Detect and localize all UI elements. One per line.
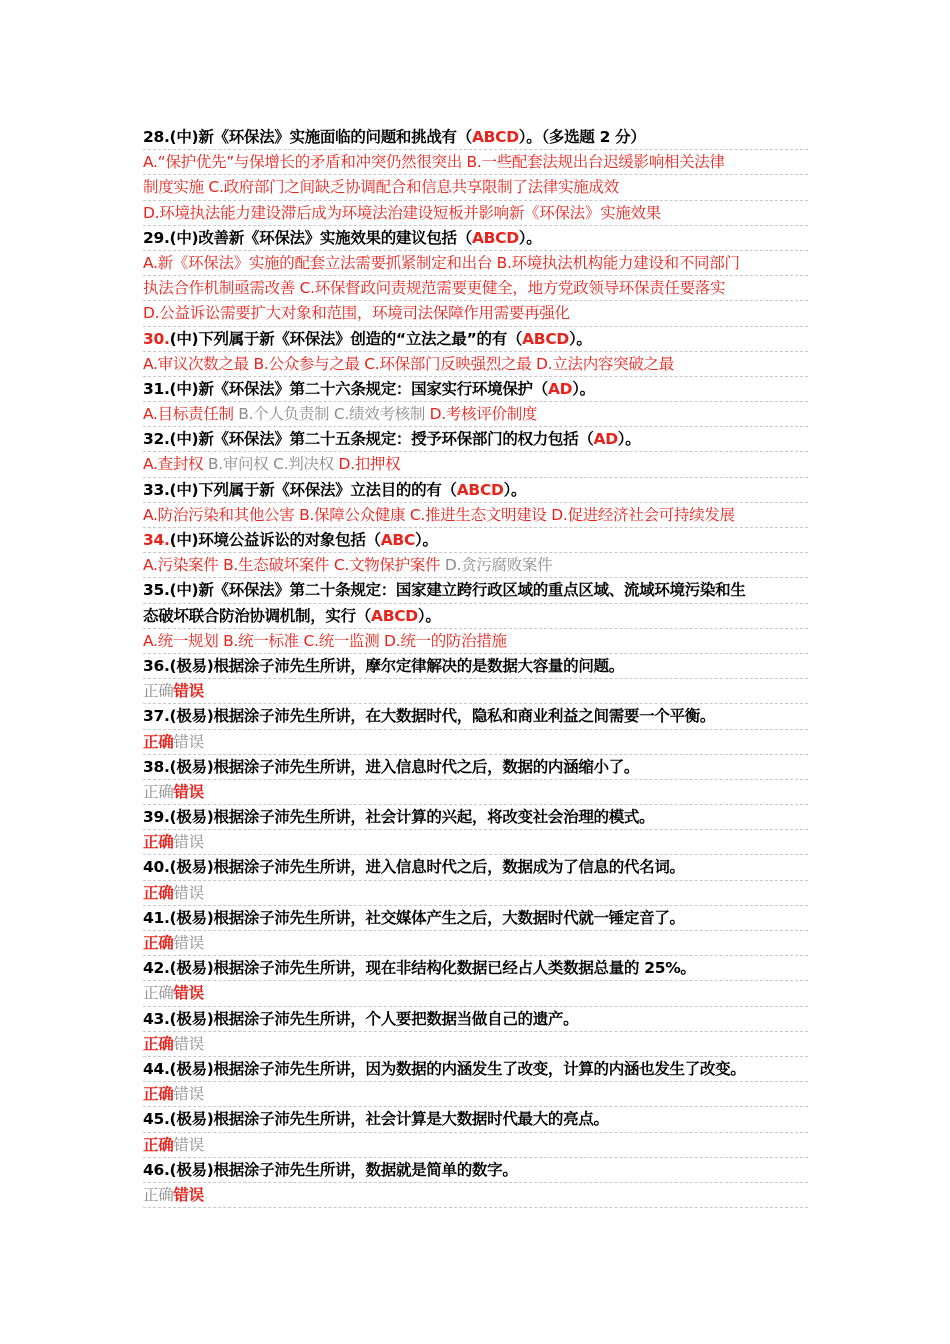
question-item [143, 1158, 808, 1208]
document-body [143, 125, 808, 1208]
text-segment: 33.(中)下列属于新《环保法》立法目的的有（ [143, 480, 457, 499]
answer-line [143, 604, 808, 629]
answer-line [143, 981, 808, 1006]
answer-line [143, 175, 808, 200]
text-segment: 30. [143, 329, 170, 348]
answer-line [143, 881, 808, 906]
text-segment: ABCD [456, 480, 504, 499]
text-segment: 40.(极易)根据涂子沛先生所讲，进入信息时代之后，数据成为了信息的代名词。 [143, 858, 685, 877]
question-item [143, 805, 808, 855]
question-text [143, 528, 808, 553]
text-segment: 错误 [173, 833, 204, 852]
answer-line [143, 629, 808, 654]
text-segment: D.贪污腐败案件 [444, 556, 553, 575]
question-text [143, 226, 808, 251]
text-segment: 46.(极易)根据涂子沛先生所讲，数据就是简单的数字。 [143, 1160, 518, 1179]
question-text [143, 1158, 808, 1183]
text-segment: ）。 [518, 228, 542, 247]
text-segment: 制度实施 C.政府部门之间缺乏协调配合和信息共享限制了法律实施成效 [143, 178, 619, 197]
answer-line [143, 830, 808, 855]
question-item [143, 377, 808, 427]
text-segment: A.新《环保法》实施的配套立法需要抓紧制定和出台 B.环境执法机构能力建设和不同部门 [143, 253, 740, 272]
text-segment: 错误 [173, 984, 204, 1003]
answer-line [143, 679, 808, 704]
question-item [143, 1057, 808, 1107]
answer-line [143, 780, 808, 805]
text-segment: A.审议次数之最 B.公众参与之最 C.环保部门反映强烈之最 D.立法内容突破之最 [143, 354, 674, 373]
text-segment: 正确 [143, 1185, 174, 1204]
question-text [143, 578, 808, 603]
question-text [143, 1007, 808, 1032]
answer-line [143, 201, 808, 226]
text-segment: 正确 [143, 1034, 174, 1053]
text-segment: B.审问权 C.判决权 [207, 455, 339, 474]
text-segment: ）。 [572, 379, 595, 398]
question-item [143, 956, 808, 1006]
answer-line [143, 452, 808, 477]
question-text [143, 377, 808, 402]
text-segment: 错误 [173, 682, 204, 701]
text-segment: 36.(极易)根据涂子沛先生所讲，摩尔定律解决的是数据大容量的问题。 [143, 656, 624, 675]
text-segment: 错误 [173, 1135, 204, 1154]
text-segment: ）。 [617, 430, 641, 449]
answer-line [143, 553, 808, 578]
text-segment: 35.(中)新《环保法》第二十条规定：国家建立跨行政区域的重点区域、流域环境污染和生 [143, 581, 746, 600]
text-segment: ）。 [415, 531, 438, 549]
text-segment: 正确 [143, 732, 174, 751]
text-segment: 32.(中)新《环保法》第二十五条规定：授予环保部门的权力包括（ [143, 430, 594, 449]
answer-line [143, 503, 808, 528]
text-segment: ABCD [471, 128, 519, 146]
text-segment: D.扣押权 [338, 455, 401, 474]
text-segment: 38.(极易)根据涂子沛先生所讲，进入信息时代之后，数据的内涵缩小了。 [143, 757, 640, 776]
question-item [143, 755, 808, 805]
text-segment: A.“保护优先”与保增长的矛盾和冲突仍然很突出 B.一些配套法规出台迟缓影响相关法律 [143, 153, 725, 172]
question-text [143, 755, 808, 780]
text-segment: 错误 [173, 883, 204, 902]
text-segment: (中)下列属于新《环保法》创造的“立法之最”的有（ [169, 329, 523, 348]
text-segment: 39.(极易)根据涂子沛先生所讲，社会计算的兴起，将改变社会治理的模式。 [143, 808, 655, 827]
text-segment: 43.(极易)根据涂子沛先生所讲，个人要把数据当做自己的遗产。 [143, 1009, 579, 1028]
text-segment: 正确 [143, 1085, 174, 1104]
text-segment: 正确 [143, 934, 174, 952]
question-item [143, 1107, 808, 1157]
text-segment: 正确 [143, 782, 174, 801]
text-segment: A.防治污染和其他公害 B.保障公众健康 C.推进生态文明建设 D.促进经济社会可持续发展 [143, 505, 735, 524]
text-segment: 执法合作机制亟需改善 C.环保督政问责规范需要更健全，地方党政领导环保责任要落实 [143, 279, 726, 298]
answer-line [143, 1133, 808, 1158]
answer-line [143, 1082, 808, 1107]
question-item [143, 427, 808, 477]
answer-line [143, 730, 808, 755]
text-segment: 31.(中)新《环保法》第二十六条规定：国家实行环境保护（ [143, 379, 548, 398]
question-item [143, 226, 808, 327]
text-segment: AD [593, 430, 618, 449]
text-segment: ）。 [568, 329, 592, 348]
text-segment: ）。（多选题 2 分） [518, 128, 646, 146]
text-segment: B.个人负责制 C.绩效考核制 [238, 405, 430, 424]
text-segment: ABCD [371, 606, 418, 625]
text-segment: AD [547, 379, 573, 398]
text-segment: 45.(极易)根据涂子沛先生所讲，社会计算是大数据时代最大的亮点。 [143, 1110, 609, 1129]
text-segment: ABCD [522, 329, 569, 348]
question-item [143, 654, 808, 704]
text-segment: (中)环境公益诉讼的对象包括（ [169, 531, 381, 549]
question-item [143, 578, 808, 654]
question-item [143, 855, 808, 905]
question-item [143, 125, 808, 226]
text-segment: 42.(极易)根据涂子沛先生所讲，现在非结构化数据已经占人类数据总量的 25%。 [143, 959, 696, 978]
text-segment: 错误 [173, 782, 204, 801]
text-segment: 错误 [173, 1185, 204, 1204]
answer-line [143, 301, 808, 326]
question-item [143, 478, 808, 528]
text-segment: 态破坏联合防治协调机制，实行（ [143, 606, 372, 625]
question-text [143, 805, 808, 830]
question-text [143, 906, 808, 931]
text-segment: ）。 [503, 480, 527, 499]
text-segment: 41.(极易)根据涂子沛先生所讲，社交媒体产生之后，大数据时代就一锤定音了。 [143, 908, 685, 927]
answer-line [143, 931, 808, 956]
question-text [143, 427, 808, 452]
text-segment: ABC [380, 531, 416, 549]
question-text [143, 1057, 808, 1082]
question-text [143, 855, 808, 880]
text-segment: 37.(极易)根据涂子沛先生所讲，在大数据时代，隐私和商业利益之间需要一个平衡。 [143, 707, 716, 726]
text-segment: 正确 [143, 984, 174, 1003]
text-segment: A.查封权 [143, 455, 208, 474]
text-segment: D.环境执法能力建设滞后成为环境法治建设短板并影响新《环保法》实施效果 [143, 203, 661, 222]
text-segment: 错误 [173, 732, 204, 751]
text-segment: 正确 [143, 883, 174, 902]
question-item [143, 1007, 808, 1057]
answer-line [143, 251, 808, 276]
answer-line [143, 276, 808, 301]
answer-line [143, 1183, 808, 1208]
text-segment: 正确 [143, 1135, 174, 1154]
text-segment: 44.(极易)根据涂子沛先生所讲，因为数据的内涵发生了改变，计算的内涵也发生了改变。 [143, 1059, 746, 1078]
question-item [143, 327, 808, 377]
answer-line [143, 1032, 808, 1057]
question-text [143, 1107, 808, 1132]
text-segment: 29.(中)改善新《环保法》实施效果的建议包括（ [143, 228, 472, 247]
question-text [143, 327, 808, 352]
answer-line [143, 402, 808, 427]
text-segment: D.考核评价制度 [429, 405, 538, 424]
text-segment: A.污染案件 B.生态破坏案件 C.文物保护案件 [143, 556, 445, 575]
text-segment: 28.(中)新《环保法》实施面临的问题和挑战有（ [143, 128, 472, 146]
text-segment: 错误 [173, 1085, 204, 1104]
answer-line [143, 150, 808, 175]
text-segment: ABCD [471, 228, 519, 247]
text-segment: ）。 [417, 606, 441, 625]
answer-line [143, 352, 808, 377]
question-text [143, 125, 808, 150]
text-segment: 34. [143, 531, 170, 549]
text-segment: 正确 [143, 682, 174, 701]
question-text [143, 478, 808, 503]
question-text [143, 654, 808, 679]
question-item [143, 528, 808, 578]
text-segment: A.目标责任制 [143, 405, 239, 424]
question-item [143, 704, 808, 754]
question-text [143, 956, 808, 981]
question-item [143, 906, 808, 956]
text-segment: D.公益诉讼需要扩大对象和范围，环境司法保障作用需要再强化 [143, 304, 570, 323]
text-segment: 错误 [173, 934, 204, 952]
text-segment: 错误 [173, 1034, 204, 1053]
text-segment: 正确 [143, 833, 174, 852]
question-text [143, 704, 808, 729]
text-segment: A.统一规划 B.统一标准 C.统一监测 D.统一的防治措施 [143, 631, 507, 650]
